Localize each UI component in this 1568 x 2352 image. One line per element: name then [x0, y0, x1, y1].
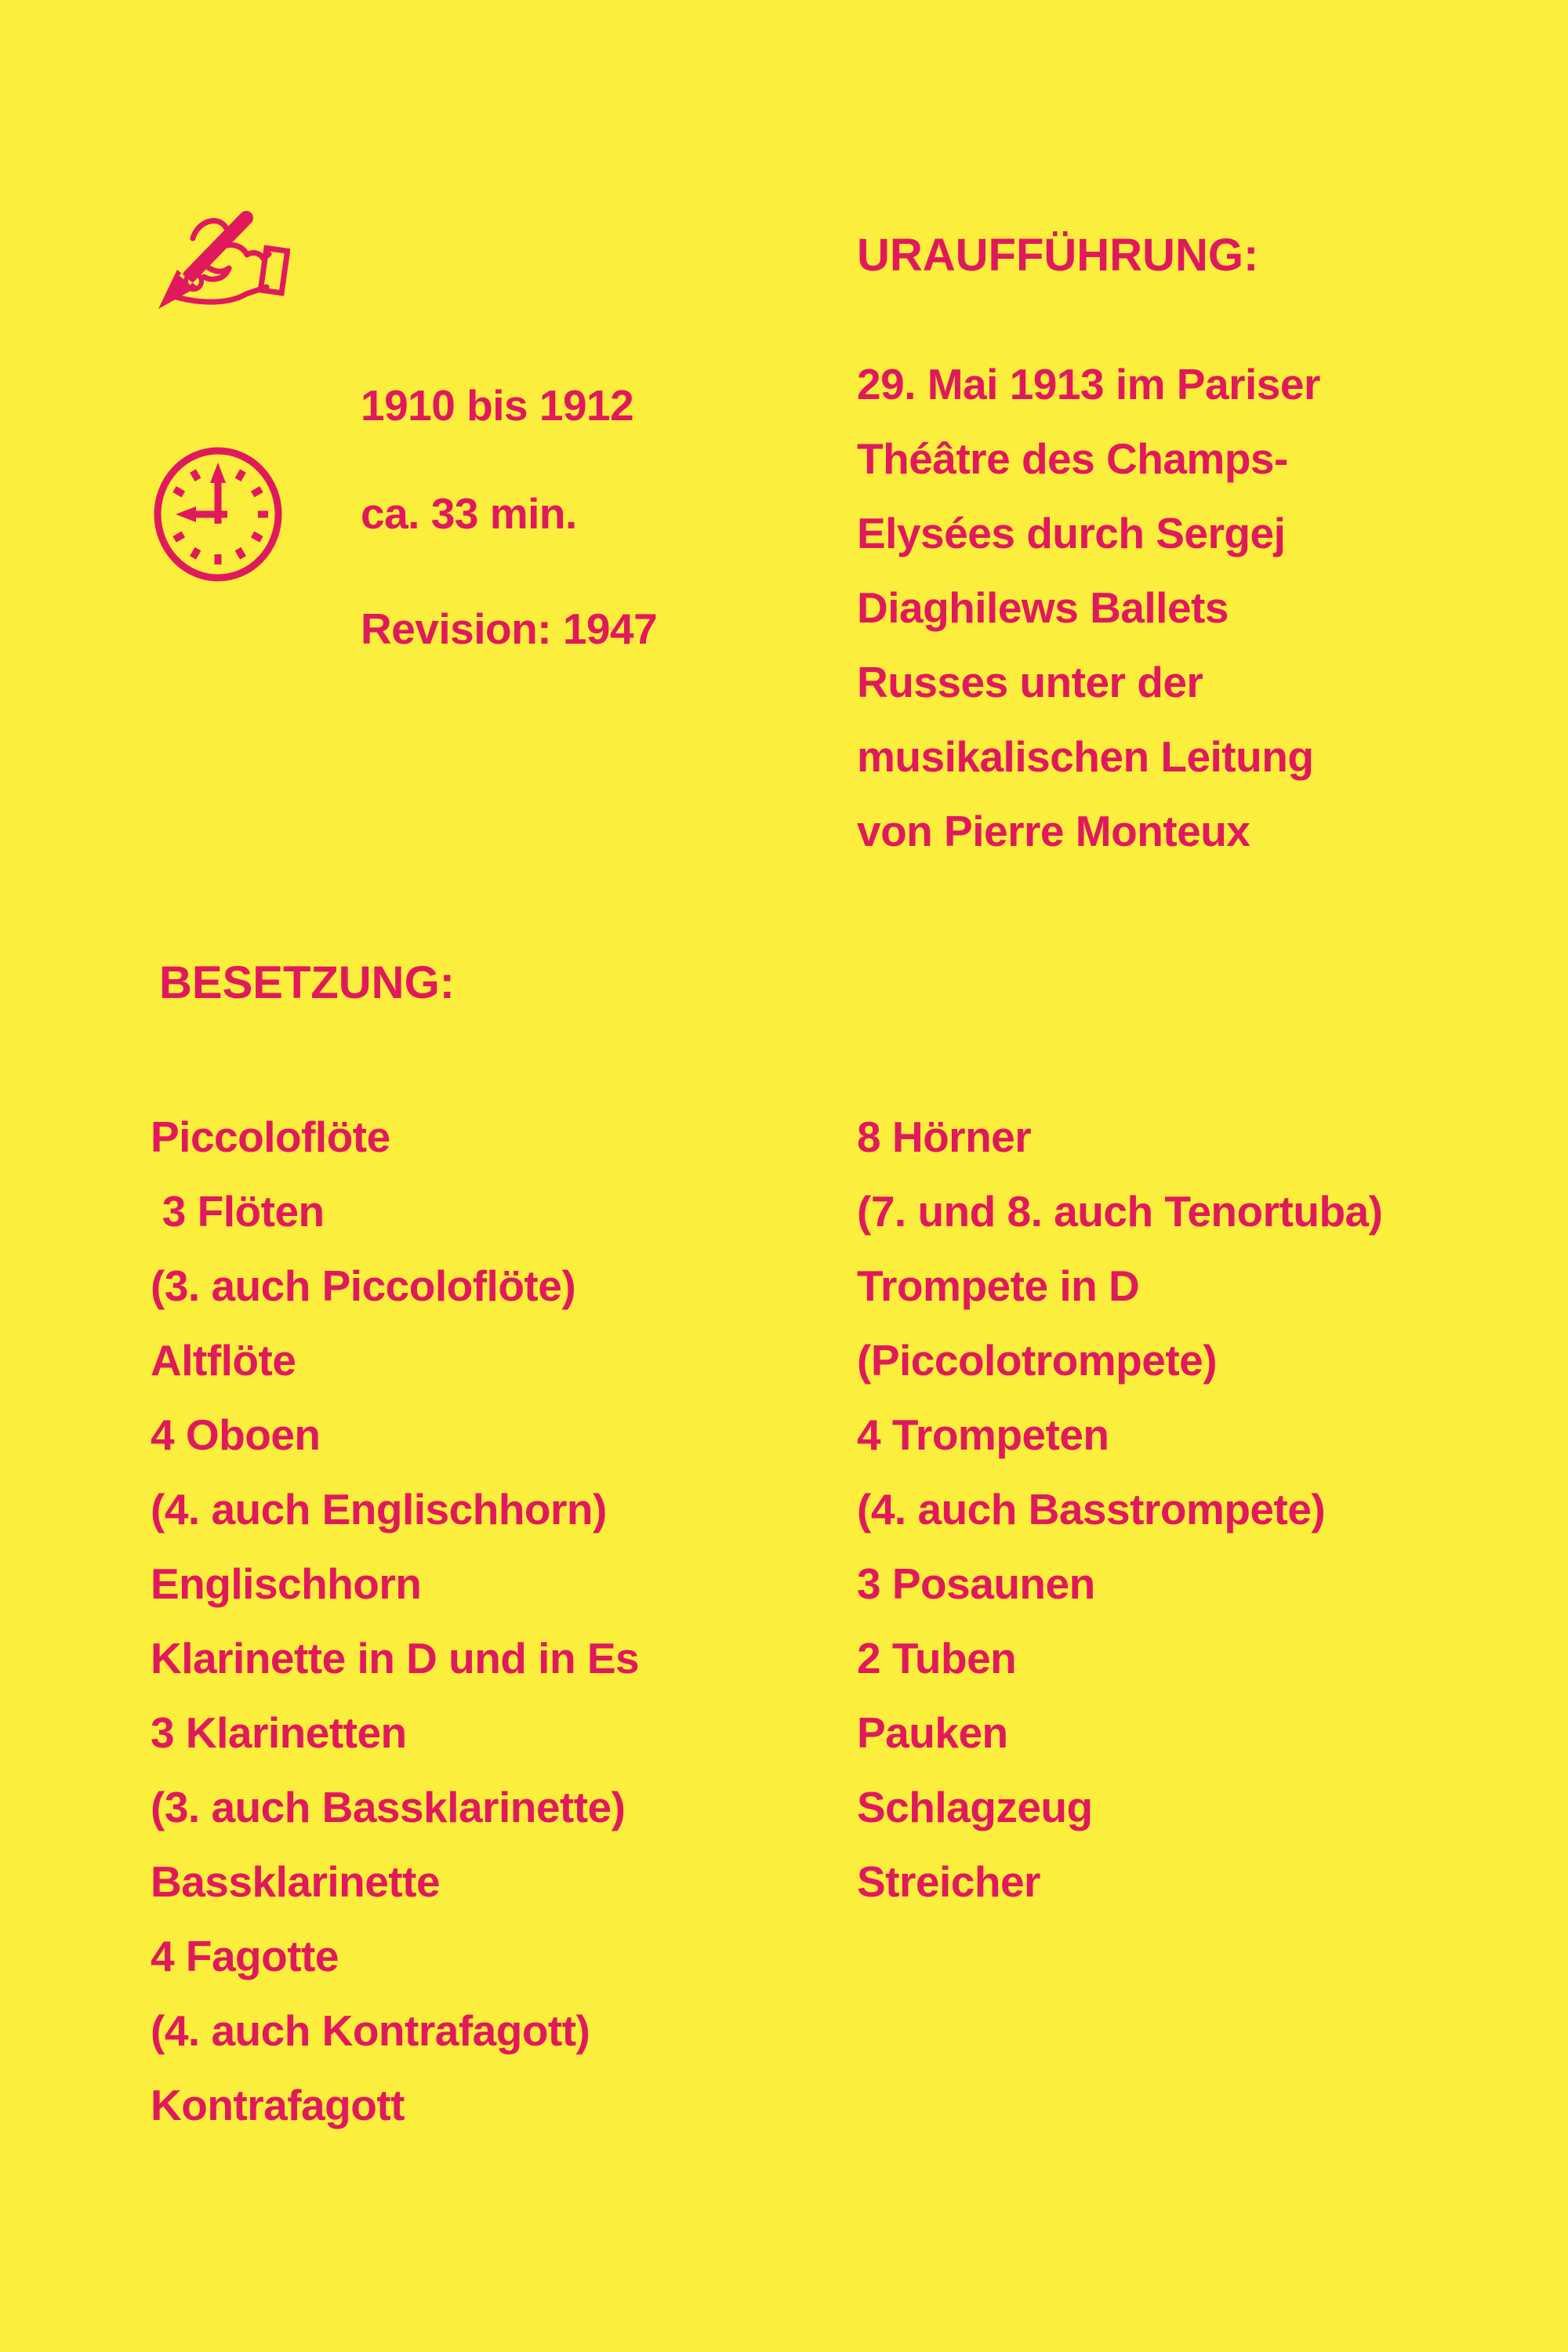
instrument-item: (4. auch Basstrompete) — [857, 1485, 1326, 1534]
instrument-item: 4 Trompeten — [857, 1410, 1109, 1459]
premiere-line: Russes unter der — [857, 658, 1203, 706]
instrument-item: 3 Klarinetten — [151, 1708, 407, 1757]
instrument-item: Bassklarinette — [151, 1857, 441, 1906]
duration-text: ca. 33 min. — [361, 489, 577, 538]
instrumentation-left-column — [151, 1100, 639, 2143]
instrument-item: 8 Hörner — [857, 1112, 1032, 1161]
clock-icon — [151, 447, 285, 582]
instrument-item: Streicher — [857, 1857, 1040, 1906]
besetzung-heading: BESETZUNG: — [159, 957, 455, 1008]
composition-years: 1910 bis 1912 — [361, 381, 634, 430]
instrument-item: 3 Flöten — [151, 1187, 325, 1236]
premiere-text — [857, 347, 1320, 869]
instrument-item: Kontrafagott — [151, 2081, 405, 2129]
instrument-item: Altflöte — [151, 1336, 296, 1385]
instrument-item: Piccoloflöte — [151, 1112, 390, 1161]
instrument-item: (7. und 8. auch Tenortuba) — [857, 1187, 1383, 1236]
instrument-item: (4. auch Kontrafagott) — [151, 2006, 590, 2055]
instrument-item: (3. auch Piccoloflöte) — [151, 1261, 576, 1310]
instrument-item: (4. auch Englischhorn) — [151, 1485, 607, 1534]
instrument-item: 4 Fagotte — [151, 1932, 339, 1980]
premiere-heading: URAUFFÜHRUNG: — [857, 230, 1259, 281]
instrument-item: Klarinette in D und in Es — [151, 1634, 640, 1682]
instrument-item: 3 Posaunen — [857, 1559, 1095, 1608]
writing-hand-icon — [149, 205, 290, 317]
instrument-item: (Piccolotrompete) — [857, 1336, 1218, 1385]
premiere-line: Elysées durch Sergej — [857, 509, 1286, 557]
instrument-item: 4 Oboen — [151, 1410, 321, 1459]
instrument-item: Schlagzeug — [857, 1783, 1093, 1831]
instrument-item: 2 Tuben — [857, 1634, 1017, 1682]
revision-year: Revision: 1947 — [361, 604, 658, 653]
premiere-line: 29. Mai 1913 im Pariser — [857, 360, 1320, 408]
premiere-line: von Pierre Monteux — [857, 807, 1250, 855]
instrument-item: Englischhorn — [151, 1559, 422, 1608]
premiere-line: musikalischen Leitung — [857, 732, 1314, 781]
instrument-item: Pauken — [857, 1708, 1008, 1757]
instrument-item: (3. auch Bassklarinette) — [151, 1783, 626, 1831]
instrument-item: Trompete in D — [857, 1261, 1140, 1310]
premiere-line: Diaghilews Ballets — [857, 583, 1229, 632]
instrumentation-right-column — [857, 1100, 1382, 1919]
premiere-line: Théâtre des Champs- — [857, 434, 1288, 483]
